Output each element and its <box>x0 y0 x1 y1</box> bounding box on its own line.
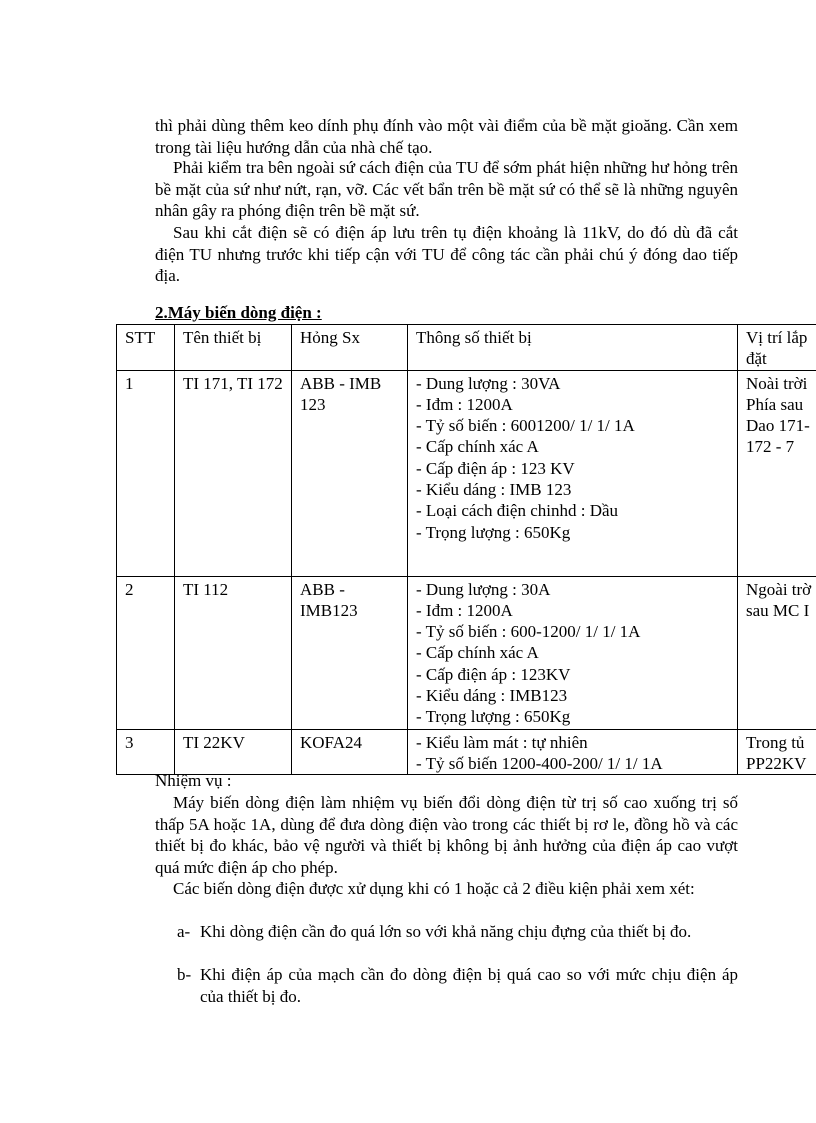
spec-line: - Kiểu dáng : IMB123 <box>416 686 568 706</box>
spec-line: - Kiểu làm mát : tự nhiên <box>416 732 588 752</box>
location-line: sau MC I <box>746 600 810 620</box>
section-heading: 2.Máy biến dòng điện : <box>155 303 322 322</box>
cell-stt: 3 <box>117 729 175 775</box>
header-maker: Hỏng Sx <box>292 325 408 371</box>
cell-maker: KOFA24 <box>292 729 408 775</box>
cell-maker: ABB - IMB123 <box>292 576 408 729</box>
paragraph-residual-voltage: Sau khi cắt điện sẽ có điện áp lưu trên tụ điện khoảng là 11kV, do đó dù đã cắt điện TU nhưng trước khi tiếp cận với TU để công tác cần phải chú ý đóng dao tiếp địa. <box>155 223 738 285</box>
spec-line: - Trọng lượng : 650Kg <box>416 522 571 542</box>
cell-location <box>738 370 816 576</box>
location-line: Phía sau <box>746 394 804 414</box>
paragraph-ct-duty: Máy biến dòng điện làm nhiệm vụ biến đổi dòng điện từ trị số cao xuống trị số thấp 5A hoặc 1A, dùng để đưa dòng điện vào trong các thiết bị rơ le, đồng hồ và các thiết bị đo khác, bảo vệ người và thiết bị không bị ảnh hưởng của điện áp cao vượt quá mức điện áp cho phép. <box>155 793 738 877</box>
list-marker: a- <box>177 922 191 941</box>
cell-location <box>738 729 816 775</box>
spec-line: - Loại cách điện chinhd : Dầu <box>416 501 619 521</box>
cell-device-name: TI 171, TI 172 <box>175 370 292 576</box>
cell-specs <box>408 370 738 576</box>
list-item <box>155 964 738 1007</box>
table-row <box>117 729 816 775</box>
spec-line: - Cấp chính xác A <box>416 643 539 663</box>
paragraph-gasket-glue: thì phải dùng thêm keo dính phụ đính vào một vài điểm của bề mặt gioăng. Cần xem trong tài liệu hướng dẫn của nhà chế tạo. <box>155 116 738 157</box>
equipment-table <box>116 324 816 775</box>
spec-line: - Iđm : 1200A <box>416 600 513 620</box>
table-row <box>117 370 816 576</box>
location-line: Dao 171- <box>746 416 810 436</box>
cell-specs <box>408 729 738 775</box>
list-marker: b- <box>177 965 192 984</box>
list-item-text: Khi điện áp của mạch cần đo dòng điện bị quá cao so với mức chịu điện áp của thiết bị đo. <box>200 965 738 1006</box>
spec-line: - Cấp chính xác A <box>416 437 539 457</box>
location-line: Trong tủ <box>746 732 805 752</box>
header-device-name: Tên thiết bị <box>175 325 292 371</box>
spec-line: - Cấp điện áp : 123 KV <box>416 458 575 478</box>
location-line: Ngoài trờ <box>746 579 812 599</box>
table-row <box>117 576 816 729</box>
location-line: Noài trời <box>746 373 808 393</box>
cell-location <box>738 576 816 729</box>
paragraph-insulator-inspection: Phải kiểm tra bên ngoài sứ cách điện của TU để sớm phát hiện những hư hỏng trên bề mặt của sứ như nứt, rạn, vỡ. Các vết bẩn trên bề mặt sứ có thể sẽ là những nguyên nhân gây ra phóng điện trên bề mặt sứ. <box>155 158 738 220</box>
spec-line: - Tỷ số biến : 6001200/ 1/ 1/ 1A <box>416 416 635 436</box>
cell-maker: ABB - IMB 123 <box>292 370 408 576</box>
list-item-text: Khi dòng điện cần đo quá lớn so với khả năng chịu đựng của thiết bị đo. <box>200 922 692 941</box>
spec-line: - Kiểu dáng : IMB 123 <box>416 480 572 500</box>
list-item <box>155 921 738 943</box>
spec-line: - Dung lượng : 30VA <box>416 373 561 393</box>
spec-line: - Cấp điện áp : 123KV <box>416 664 571 684</box>
header-specs: Thông số thiết bị <box>408 325 738 371</box>
table-header-row <box>117 325 816 371</box>
cell-device-name: TI 22KV <box>175 729 292 775</box>
cell-device-name: TI 112 <box>175 576 292 729</box>
cell-stt: 2 <box>117 576 175 729</box>
header-location: Vị trí lắp đặt <box>738 325 816 371</box>
location-line: 172 - 7 <box>746 437 795 457</box>
spec-line: - Dung lượng : 30A <box>416 579 551 599</box>
header-stt: STT <box>117 325 175 371</box>
spec-line: - Tỷ số biến 1200-400-200/ 1/ 1/ 1A <box>416 753 663 773</box>
spec-line: - Trọng lượng : 650Kg <box>416 707 571 727</box>
cell-stt: 1 <box>117 370 175 576</box>
cell-specs <box>408 576 738 729</box>
spec-line: - Tỷ số biến : 600-1200/ 1/ 1/ 1A <box>416 622 641 642</box>
paragraph-ct-conditions: Các biến dòng điện được xử dụng khi có 1 hoặc cả 2 điều kiện phải xem xét: <box>173 879 695 898</box>
location-line: PP22KV <box>746 753 807 773</box>
spec-line: - Iđm : 1200A <box>416 394 513 414</box>
duty-label: Nhiệm vụ : <box>155 771 232 790</box>
